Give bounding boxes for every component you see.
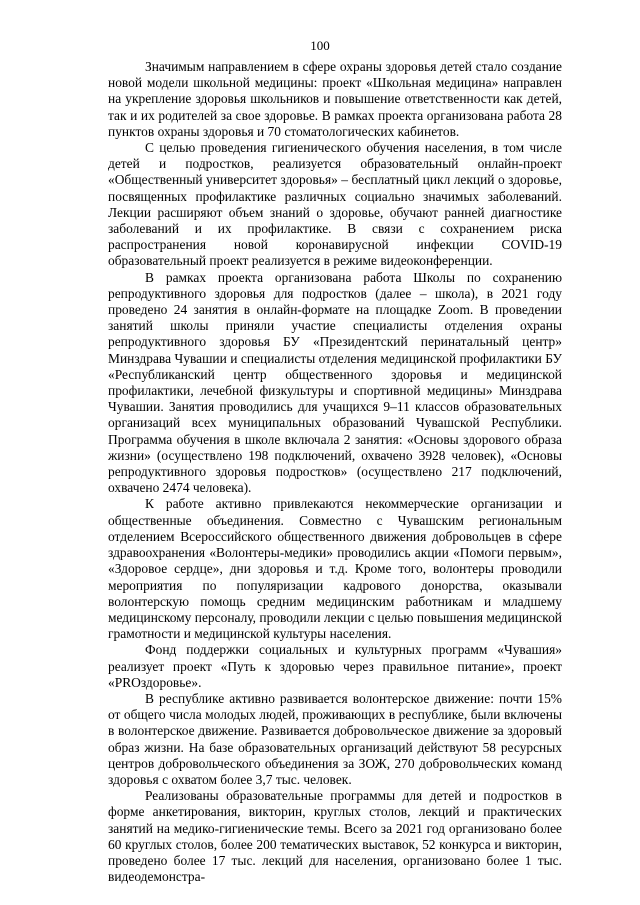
paragraph: В рамках проекта организована работа Школы по сохранению репродуктивного здоровья для подростков (далее – школа), в 2021 году проведено 24 занятия в онлайн-формате на площадке Zoom. В проведении занятий школы приняли участие специалисты отделения охраны репродуктивного здоровья БУ «Президентский перинатальный центр» Минздрава Чувашии и специалисты отделения медицинской профилактики БУ «Республиканский центр общественного здоровья и медицинской профилактики, лечебной физкультуры и спортивной медицины» Минздрава Чувашии. Занятия проводились для учащихся 9–11 классов образовательных организаций всех муниципальных образований Чувашской Республики. Программа обучения в школе включала 2 занятия: «Основы здорового образа жизни» (осуществлено 198 подключений, охвачено 3928 человек), «Основы репродуктивного здоровья подростков» (осуществлено 217 подключений, охвачено 2474 человека).	[108, 269, 562, 496]
paragraph: Реализованы образовательные программы для детей и подростков в форме анкетирования, викторин, круглых столов, лекций и практических занятий на медико-гигиенические темы. Всего за 2021 год организовано более 60 круглых столов, более 200 тематических выставок, 52 конкурса и викторин, проведено более 17 тыс. лекций для населения, организовано более 1 тыс. видеодемонстра-	[108, 788, 562, 885]
paragraph: Значимым направлением в сфере охраны здоровья детей стало создание новой модели школьной медицины: проект «Школьная медицина» направлен на укрепление здоровья школьников и повышение ответственности как детей, так и их родителей за свое здоровье. В рамках проекта организована работа 28 пунктов охраны здоровья и 70 стоматологических кабинетов.	[108, 59, 562, 139]
body-text	[108, 59, 562, 885]
paragraph: Фонд поддержки социальных и культурных программ «Чувашия» реализует проект «Путь к здоровью через правильное питание», проект «PROздоровье».	[108, 642, 562, 690]
paragraph: В республике активно развивается волонтерское движение: почти 15% от общего числа молодых людей, проживающих в республике, были включены в волонтерское движение. Развивается добровольческое движение за здоровый образ жизни. На базе образовательных организаций действуют 58 ресурсных центров добровольческого объединения за ЗОЖ, 270 добровольческих команд здоровья с охватом более 3,7 тыс. человек.	[108, 690, 562, 787]
paragraph: К работе активно привлекаются некоммерческие организации и общественные объединения. Совместно с Чувашским региональным отделением Всероссийского общественного движения добровольцев в сфере здравоохранения «Волонтеры-медики» проводились акции «Помоги первым», «Здоровое сердце», дни здоровья и т.д. Кроме того, волонтеры проводили мероприятия по популяризации кадрового донорства, оказывали волонтерскую помощь средним медицинским работникам и младшему медицинскому персоналу, проводили лекции с целью повышения медицинской грамотности и медицинской культуры населения.	[108, 496, 562, 642]
paragraph: С целью проведения гигиенического обучения населения, в том числе детей и подростков, реализуется образовательный онлайн-проект «Общественный университет здоровья» – бесплатный цикл лекций о здоровье, посвященных профилактике различных социально значимых заболеваний. Лекции расширяют объем знаний о здоровье, обучают ранней диагностике заболеваний и их профилактике. В связи с сохранением риска распространения новой коронавирусной инфекции COVID-19 образовательный проект реализуется в режиме видеоконференции.	[108, 140, 562, 269]
page-number: 100	[310, 38, 330, 53]
